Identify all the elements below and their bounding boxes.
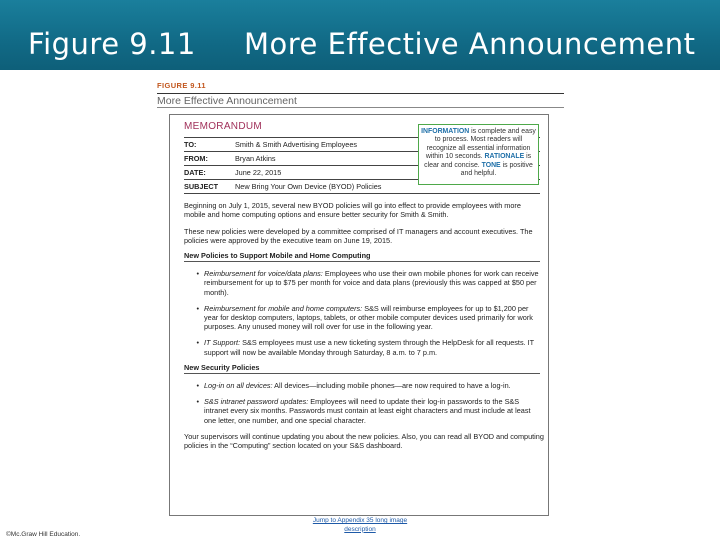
bullet-icon: • xyxy=(196,269,199,279)
bullet-text: All devices—including mobile phones—are now required to have a log-in. xyxy=(272,381,511,391)
section-heading-mobile: New Policies to Support Mobile and Home Computing xyxy=(184,251,371,261)
memo-from-key: FROM: xyxy=(184,154,208,164)
bullet-lead: S&S intranet password updates: xyxy=(204,397,309,407)
list-item xyxy=(184,397,544,425)
memo-to-value: Smith & Smith Advertising Employees xyxy=(235,140,358,150)
callout-keyword: TONE xyxy=(481,161,501,169)
figure-label: FIGURE 9.11 xyxy=(157,81,207,90)
callout-keyword: INFORMATION xyxy=(421,128,470,135)
callout-text: is complete and easy to process. Most readers will recognize all essential information within 10 seconds. xyxy=(425,128,536,161)
section-heading-security: New Security Policies xyxy=(184,362,260,372)
slide-title: More Effective Announcement xyxy=(244,27,696,61)
list-item xyxy=(184,381,544,390)
bullet-icon: • xyxy=(196,338,199,348)
figure-top-rule xyxy=(157,93,564,94)
callout-box xyxy=(418,124,539,185)
bullet-text: S&S will reimburse employees for up to $1,200 per year for desktop computers, laptops, tablets, or other mobile computer devices used primarily for work purposes. Any unused money will roll over for use in the following year. xyxy=(204,303,533,332)
memo-subject-value: New Bring Your Own Device (BYOD) Policies xyxy=(235,182,382,192)
bullet-icon: • xyxy=(196,303,199,313)
list-item xyxy=(184,338,544,356)
memo-document xyxy=(169,114,549,516)
section-rule xyxy=(184,261,540,262)
bullet-text: Employees will need to update their log-in passwords to the S&S intranet every six months. Passwords must contain at least eight characters and must include at least one letter, one number, and one special character. xyxy=(204,397,531,425)
bullet-lead: Reimbursement for mobile and home computers: xyxy=(204,303,363,313)
memo-to-key: TO: xyxy=(184,140,197,150)
section-rule xyxy=(184,373,540,374)
list-item xyxy=(184,304,544,332)
bullet-icon: • xyxy=(196,381,199,391)
figure-number: Figure 9.11 xyxy=(28,27,196,61)
bullet-text: Employees who use their own mobile phones for work can receive reimbursement for up to $75 per month for voice and data plans (previously this was capped at $50 per month). xyxy=(204,269,539,297)
slide-header xyxy=(0,0,720,70)
list-item xyxy=(184,269,544,297)
callout-text: is positive and helpful. xyxy=(460,161,533,178)
memo-paragraph-closing: Your supervisors will continue updating you about the new policies. Also, you can read all BYOD and computing policies in the “Computing” section located on your S&S dashboard. xyxy=(184,431,544,451)
memo-title: MEMORANDUM xyxy=(184,121,262,132)
bullet-lead: IT Support: xyxy=(204,338,241,348)
long-description-link[interactable]: Jump to Appendix 35 long image description xyxy=(312,517,408,533)
memo-subject-key: SUBJECT xyxy=(184,182,219,192)
figure-caption: More Effective Announcement xyxy=(157,95,297,107)
memo-from-value: Bryan Atkins xyxy=(235,154,276,164)
memo-paragraph-intro: Beginning on July 1, 2015, several new BYOD policies will go into effect to provide employees with more mobile and home computing options and ensure better security for Smith & Smith. xyxy=(184,201,521,220)
callout-keyword: RATIONALE xyxy=(484,153,525,161)
memo-header-divider xyxy=(184,193,540,194)
memo-paragraph-committee: These new policies were developed by a committee comprised of IT managers and account executives. The policies were approved by the executive team on June 19, 2015. xyxy=(184,226,533,245)
bullet-lead: Log-in on all devices: xyxy=(204,381,273,391)
copyright-notice: ©Mc.Graw Hill Education. xyxy=(6,531,81,538)
callout-text: is clear and concise. xyxy=(424,153,532,169)
memo-date-value: June 22, 2015 xyxy=(235,168,282,178)
bullet-lead: Reimbursement for voice/data plans: xyxy=(204,269,323,279)
memo-date-key: DATE: xyxy=(184,168,206,178)
bullet-text: S&S employees must use a new ticketing system through the HelpDesk for all requests. IT support will now be available Monday through Saturday, 8 a.m. to 7 p.m. xyxy=(204,338,535,357)
bullet-icon: • xyxy=(196,397,199,407)
figure-caption-rule xyxy=(157,107,564,108)
